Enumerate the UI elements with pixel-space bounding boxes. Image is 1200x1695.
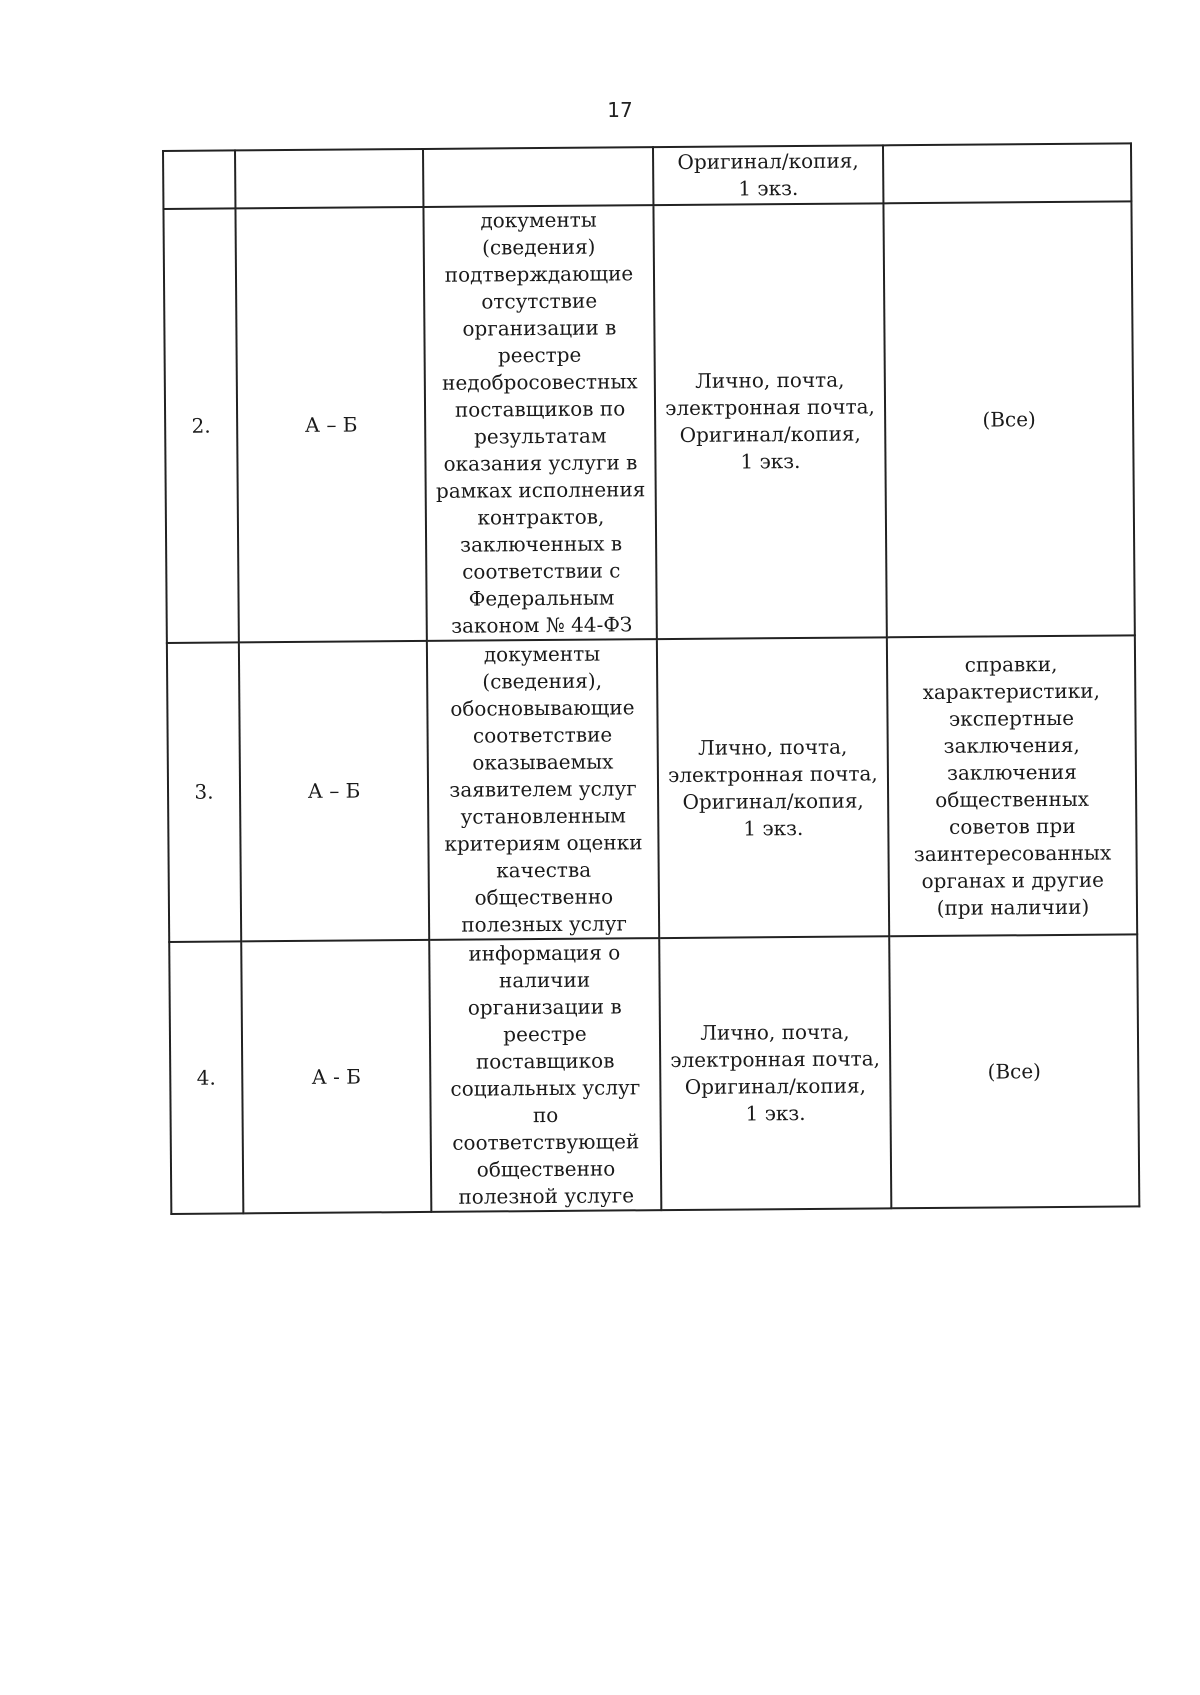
document-cell: информация о наличии организации в реестре поставщиков социальных услуг по соответствующей общественно полезной услуге bbox=[429, 938, 661, 1212]
note-cell: (Все) bbox=[889, 934, 1139, 1208]
table-row bbox=[163, 201, 1134, 643]
documents-table bbox=[162, 142, 1140, 1215]
row-number-cell: 3. bbox=[167, 642, 241, 942]
row-number-cell bbox=[163, 150, 235, 209]
table-row-continuation bbox=[163, 143, 1131, 209]
document-cell: документы (сведения) подтверждающие отсутствие организации в реестре недобросовестных поставщиков по результатам оказания услуги в рамках исполнения контрактов, заключенных в соответствии с Федеральным законом № 44-ФЗ bbox=[423, 205, 656, 641]
row-code-cell: А – Б bbox=[235, 207, 426, 642]
submission-method-cell: Оригинал/копия, 1 экз. bbox=[653, 145, 883, 205]
page-number: 17 bbox=[607, 98, 633, 122]
note-cell bbox=[883, 143, 1131, 203]
document-cell: документы (сведения), обосновывающие соответствие оказываемых заявителем услуг установленным критериям оценки качества общественно полезных услуг bbox=[427, 639, 659, 940]
note-cell: справки, характеристики, экспертные заключения, заключения общественных советов при заинтересованных органах и другие (при наличии) bbox=[887, 635, 1137, 936]
document-cell bbox=[423, 147, 653, 207]
submission-method-cell: Лично, почта, электронная почта, Оригинал/копия, 1 экз. bbox=[659, 936, 891, 1210]
note-cell: (Все) bbox=[883, 201, 1134, 637]
row-code-cell: А – Б bbox=[239, 641, 429, 941]
submission-method-cell: Лично, почта, электронная почта, Оригинал/копия, 1 экз. bbox=[657, 637, 889, 938]
row-number-cell: 4. bbox=[169, 941, 243, 1214]
row-code-cell: А - Б bbox=[241, 940, 431, 1213]
row-code-cell bbox=[235, 149, 423, 208]
table-row bbox=[167, 635, 1137, 942]
row-number-cell: 2. bbox=[163, 208, 238, 643]
submission-method-cell: Лично, почта, электронная почта, Оригинал/копия, 1 экз. bbox=[653, 203, 886, 639]
table-row bbox=[169, 934, 1139, 1214]
